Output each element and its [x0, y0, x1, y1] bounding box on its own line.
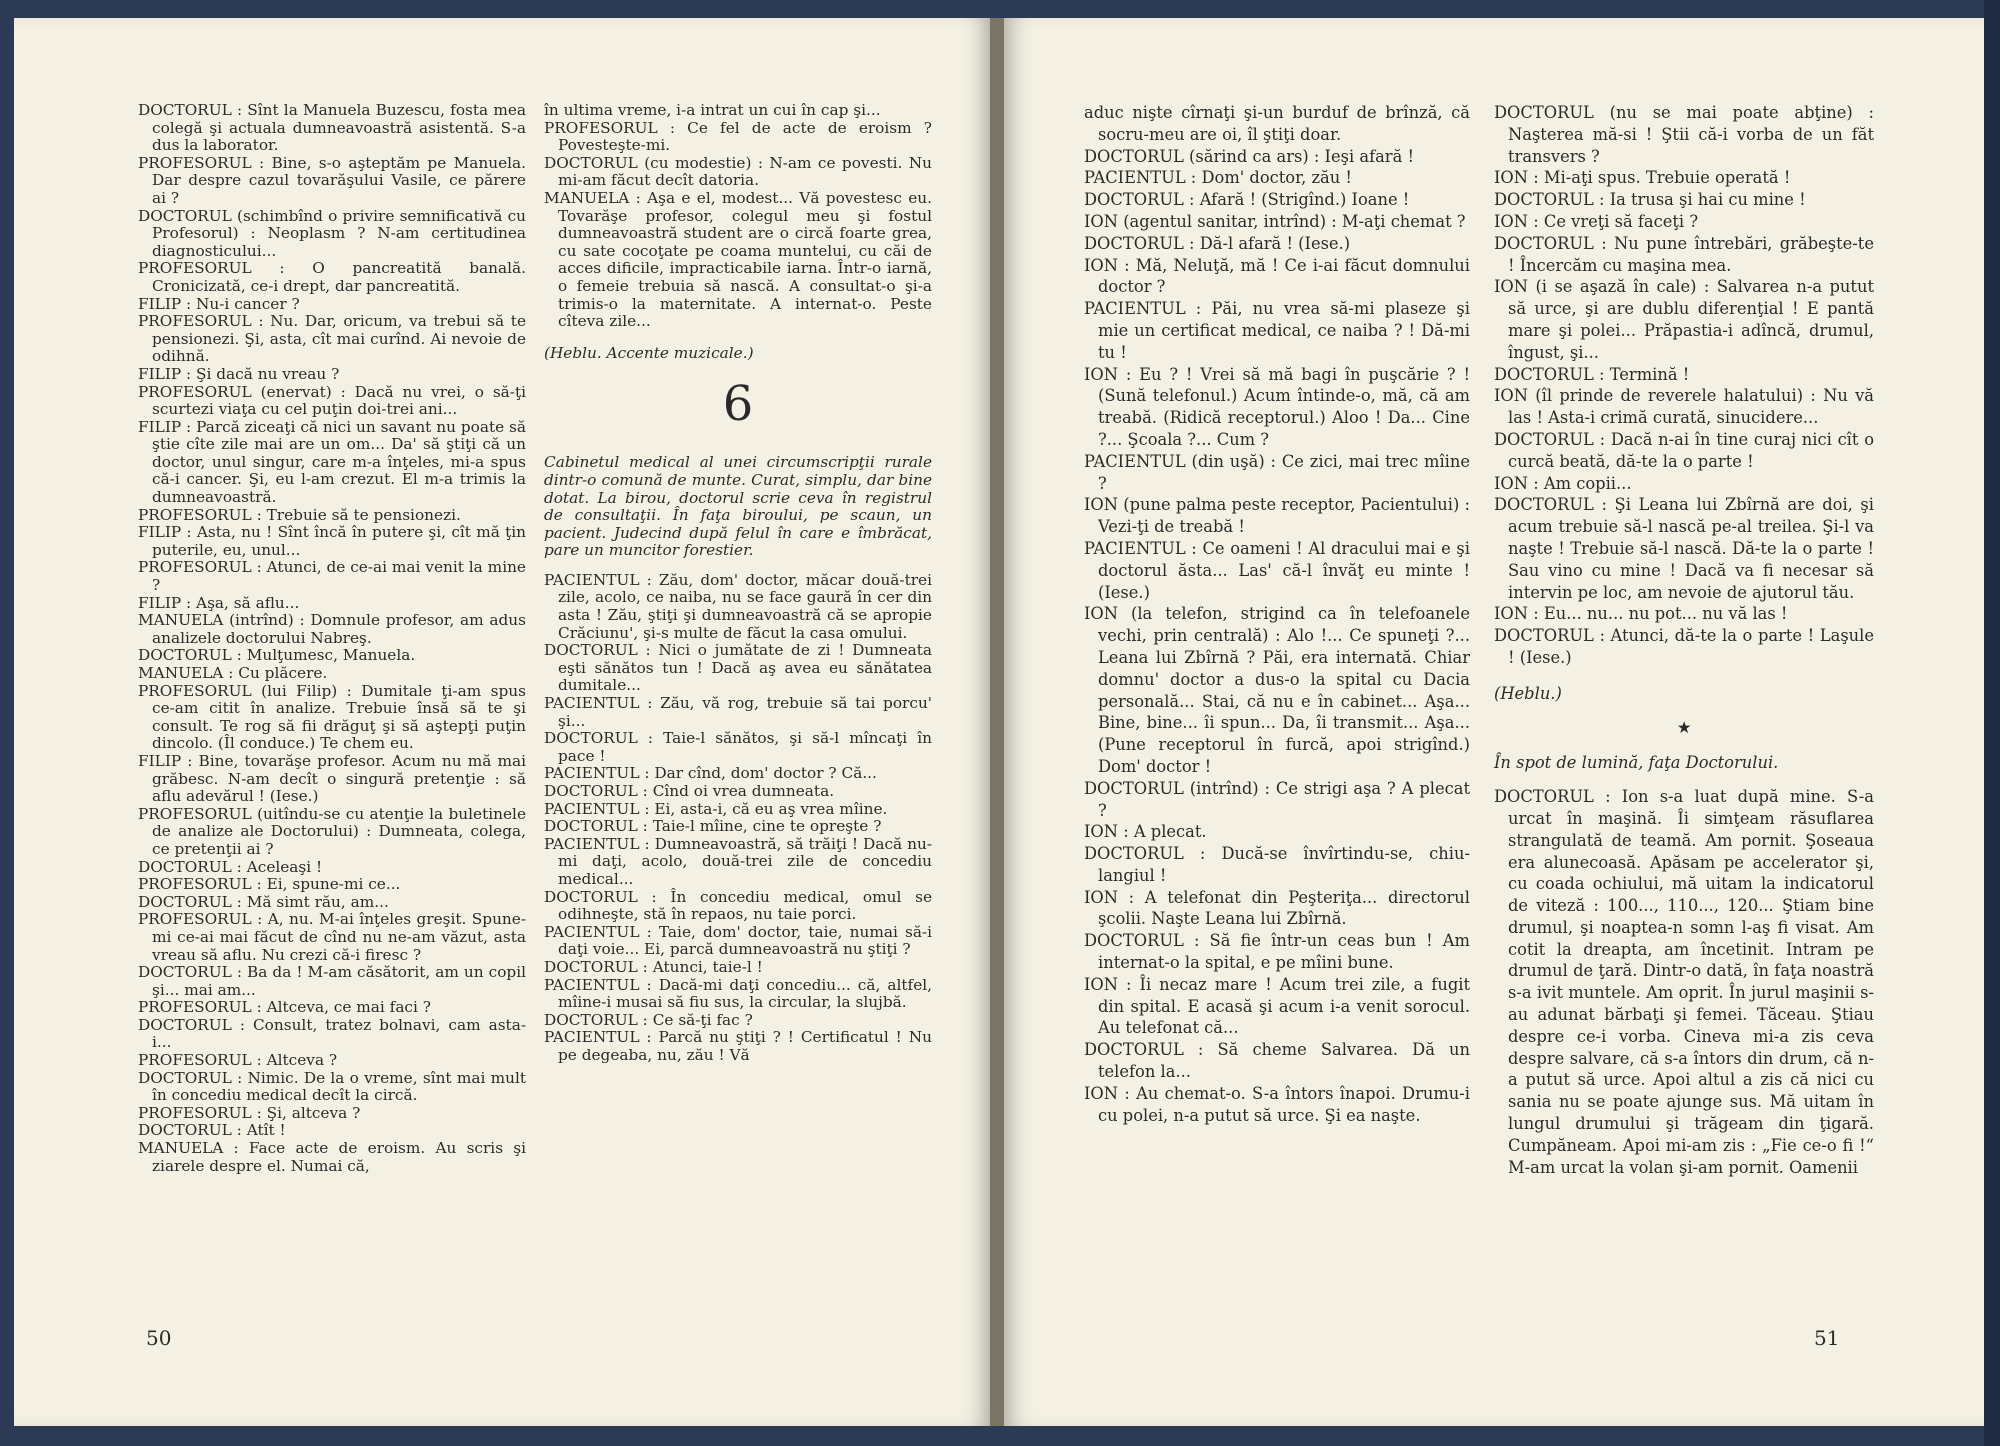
page-number-right: 51 — [1814, 1326, 1840, 1350]
left-page — [14, 18, 990, 1426]
dialogue-line: PROFESORUL (uitîndu-se cu atenţie la buletinele de analize ale Doctorului) : Dumneata, colega, ce pretenţii ai ? — [138, 804, 526, 858]
dialogue-line: ION : Eu... nu... nu pot... nu vă las ! — [1494, 604, 1788, 624]
dialogue-line: FILIP : Parcă ziceaţi că nici un savant nu poate să ştie cîte zile mai are un om... Da' să ştiţi că un doctor, unul singur, care m-a înţeles, mi-a spus că-i cancer. Şi, eu l-am crezut. El m-a trimis la dumneavoastră. — [138, 417, 526, 507]
dialogue-line: FILIP : Asta, nu ! Sînt încă în putere şi, cît mă ţin puterile, eu, unul... — [138, 523, 526, 559]
dialogue-line: ION : Mi-aţi spus. Trebuie operată ! — [1494, 168, 1791, 188]
dialogue-line: PROFESORUL (lui Filip) : Dumitale ţi-am spus ce-am citit în analize. Trebuie însă să te şi consult. Te rog să fii drăguţ şi să aştepţi puţin dincolo. (Îl conduce.) Te chem eu. — [138, 681, 526, 753]
stage-direction: (Heblu. Accente muzicale.) — [544, 343, 754, 362]
dialogue-line: PACIENTUL : Ei, asta-i, că eu aş vrea mîine. — [544, 799, 888, 818]
dialogue-line: PACIENTUL : Zău, vă rog, trebuie să tai porcu' şi... — [544, 694, 932, 730]
dialogue-line: PACIENTUL : Parcă nu ştiţi ? ! Certificatul ! Nu pe degeaba, nu, zău ! Vă — [544, 1028, 932, 1064]
dialogue-line: DOCTORUL : Dacă n-ai în tine curaj nici cît o curcă beată, dă-te la o parte ! — [1494, 429, 1874, 471]
dialogue-line: DOCTORUL : Atît ! — [138, 1121, 286, 1140]
dialogue-line: PROFESORUL : Altceva ? — [138, 1051, 338, 1070]
dialogue-line: DOCTORUL : Atunci, taie-l ! — [544, 957, 763, 976]
dialogue-line: DOCTORUL : Afară ! (Strigînd.) Ioane ! — [1084, 190, 1410, 210]
scene-description: În spot de lumină, faţa Doctorului. — [1494, 753, 1779, 773]
dialogue-line: DOCTORUL : Atunci, dă-te la o parte ! Laşule ! (Iese.) — [1494, 626, 1874, 667]
dialogue-line: ION : Eu ? ! Vrei să mă bagi în puşcărie ? ! (Sună telefonul.) Acum întinde-o, mă, că am treabă. (Ridică receptorul.) Aloo ! Da... Cine ?... Şcoala ?... Cum ? — [1084, 364, 1470, 449]
dialogue-line: FILIP : Nu-i cancer ? — [138, 294, 300, 313]
book-cover-edge — [1984, 0, 2000, 1446]
stage-direction: (Heblu.) — [1494, 683, 1562, 703]
dialogue-line: FILIP : Aşa, să aflu... — [138, 593, 300, 612]
dialogue-line: PROFESORUL : Ce fel de acte de eroism ? Povesteşte-mi. — [544, 118, 932, 155]
dialogue-line: DOCTORUL : Să cheme Salvarea. Dă un telefon la... — [1084, 1040, 1470, 1082]
dialogue-line: DOCTORUL : Dă-l afară ! (Iese.) — [1084, 233, 1351, 253]
dialogue-line: PROFESORUL : O pancreatită banală. Cronicizată, ce-i drept, dar pancreatită. — [138, 259, 526, 295]
dialogue-line: ION : A telefonat din Peşteriţa... directorul şcolii. Naşte Leana lui Zbîrnă. — [1084, 887, 1470, 929]
dialogue-line: DOCTORUL : Ia trusa şi hai cu mine ! — [1494, 190, 1806, 210]
dialogue-line: PROFESORUL : Ei, spune-mi ce... — [138, 875, 401, 894]
dialogue-line: DOCTORUL : Termină ! — [1494, 364, 1690, 384]
dialogue-line: MANUELA : Face acte de eroism. Au scris şi ziarele despre el. Numai că, — [138, 1139, 526, 1175]
scene-number: 6 — [722, 376, 754, 433]
dialogue-line: PROFESORUL : Şi, altceva ? — [138, 1103, 361, 1122]
dialogue-line: DOCTORUL (intrînd) : Ce strigi aşa ? A plecat ? — [1084, 778, 1470, 820]
book-gutter — [990, 18, 1004, 1426]
dialogue-line: MANUELA (intrînd) : Domnule profesor, am adus analizele doctorului Nabreş. — [138, 611, 526, 647]
dialogue-line: PROFESORUL (enervat) : Dacă nu vrei, o să-ţi scurtezi viaţa cu cel puţin doi-trei ani... — [138, 382, 526, 419]
dialogue-line: DOCTORUL : Taie-l sănătos, şi să-l mîncaţi în pace ! — [544, 729, 932, 765]
dialogue-line: DOCTORUL : Mă simt rău, am... — [138, 892, 389, 911]
dialogue-line: ION : Îi necaz mare ! Acum trei zile, a fugit din spital. E acasă şi acum i-a venit sorocul. Au telefonat că... — [1084, 974, 1470, 1038]
dialogue-line: DOCTORUL : Nici o jumătate de zi ! Dumneata eşti sănătos tun ! Dacă aş avea eu sănătatea dumitale... — [544, 641, 932, 695]
dialogue-line: DOCTORUL : Ducă-se învîrtindu-se, chiulangiul ! — [1084, 844, 1470, 885]
dialogue-line: DOCTORUL (cu modestie) : N-am ce povesti. Nu mi-am făcut decît datoria. — [544, 153, 932, 190]
dialogue-line: PACIENTUL : Ce oameni ! Al dracului mai e şi doctorul ăsta... Las' că-l învăţ eu minte ! (Iese.) — [1084, 538, 1470, 602]
dialogue-line: DOCTORUL : Aceleaşi ! — [138, 857, 323, 876]
right-column-2 — [1494, 102, 1874, 1178]
dialogue-line: ION (la telefon, strigind ca în telefoanele vechi, prin centrală) : Alo !... Ce spuneţi ?... Leana lui Zbîrnă ? Păi, era internată. Chiar domnu' doctor a dus-o la spital cu Dacia personală... Stai, că nu e în cabinet... Aşa... Bine, bine... îi spun... Da, îi transmit... Aşa... (Pune receptorul în furcă, apoi strigînd.) Dom' doctor ! — [1084, 604, 1470, 776]
dialogue-line: ION (agentul sanitar, intrînd) : M-aţi chemat ? — [1084, 211, 1466, 231]
dialogue-line: PACIENTUL : Dumneavoastră, să trăiţi ! Dacă nu-mi daţi, acolo, două-trei zile de concediu medical... — [544, 834, 932, 888]
dialogue-line: PACIENTUL : Dacă-mi daţi concediu... că, altfel, mîine-i musai să fiu sus, la circular, la slujbă. — [544, 975, 932, 1012]
dialogue-line: DOCTORUL (nu se mai poate abţine) : Naşterea mă-si ! Ştii că-i vorba de un făt transvers ? — [1494, 103, 1874, 166]
dialogue-line: FILIP : Bine, tovarăşe profesor. Acum nu mă mai grăbesc. N-am decît o singură pretenţie : să aflu adevărul ! (Iese.) — [138, 751, 526, 806]
dialogue-line: DOCTORUL : Mulţumesc, Manuela. — [138, 646, 416, 665]
dialogue-line: PACIENTUL : Taie, dom' doctor, taie, numai să-i daţi voie... Ei, parcă dumneavoastră nu ştiţi ? — [544, 922, 932, 959]
dialogue-line: ION : Ce vreţi să faceţi ? — [1494, 211, 1699, 231]
dialogue-line: PROFESORUL : A, nu. M-ai înţeles greşit. Spune-mi ce-ai mai făcut de cînd nu ne-am văzut, asta vreau să aflu. Nu crezi că-i firesc ? — [138, 910, 526, 964]
dialogue-line: PACIENTUL : Zău, dom' doctor, măcar două-trei zile, acolo, ce naiba, nu se face gaură în cer din asta ! Zău, ştiţi şi dumneavoastră că se apropie Crăciunu', şi-s multe de făcut la casa omului. — [544, 570, 932, 642]
dialogue-line: ION (îl prinde de reverele halatului) : Nu vă las ! Asta-i crimă curată, sinucidere... — [1494, 386, 1874, 428]
dialogue-line: DOCTORUL (schimbînd o privire semnificativă cu Profesorul) : Neoplasm ? N-am certitudinea diagnosticului... — [138, 206, 526, 260]
left-column-1 — [138, 102, 526, 1175]
dialogue-line: ION : Au chemat-o. S-a întors înapoi. Drumu-i cu polei, n-a putut să urce. Şi ea naşte. — [1084, 1083, 1470, 1125]
dialogue-line: ION : A plecat. — [1084, 822, 1207, 842]
dialogue-line: DOCTORUL : Consult, tratez bolnavi, cam asta-i... — [138, 1015, 526, 1052]
dialogue-line: PACIENTUL : Păi, nu vrea să-mi plaseze şi mie un certificat medical, ce naiba ? ! Dă-mi tu ! — [1084, 299, 1470, 362]
dialogue-line: DOCTORUL : Cînd oi vrea dumneata. — [544, 782, 835, 800]
dialogue-line: în ultima vreme, i-a intrat un cui în cap şi... — [544, 101, 881, 119]
dialogue-line: PROFESORUL : Nu. Dar, oricum, va trebui să te pensionezi. Şi, asta, cît mai curînd. Ai nevoie de odihnă. — [138, 312, 526, 366]
dialogue-line: FILIP : Şi dacă nu vreau ? — [138, 364, 340, 383]
dialogue-line: DOCTORUL : Nimic. De la o vreme, sînt mai mult în concediu medical decît la circă. — [138, 1068, 526, 1105]
dialogue-line: DOCTORUL : Şi Leana lui Zbîrnă are doi, şi acum trebuie să-l nască pe-al treilea. Şi-l va naşte ! Trebuie să-l nască. Dă-te la o parte ! Sau vino cu mine ! Dacă va fi necesar să intervin pe loc, am nevoie de ajutorul tău. — [1494, 495, 1874, 602]
dialogue-line: MANUELA : Cu plăcere. — [138, 664, 328, 682]
dialogue-line: ION (pune palma peste receptor, Pacientului) : Vezi-ţi de treabă ! — [1084, 495, 1470, 537]
dialogue-line: DOCTORUL : Să fie într-un ceas bun ! Am internat-o la spital, e pe mîini bune. — [1084, 931, 1470, 973]
right-page — [1004, 18, 1984, 1426]
dialogue-line: ION : Am copii... — [1494, 473, 1632, 493]
dialogue-line: PROFESORUL : Atunci, de ce-ai mai venit la mine ? — [138, 558, 526, 595]
dialogue-line: PROFESORUL : Bine, s-o aşteptăm pe Manuela. Dar despre cazul tovarăşului Vasile, ce părere ai ? — [138, 153, 526, 207]
left-column-2 — [544, 102, 932, 1065]
page-number-left: 50 — [146, 1326, 172, 1350]
scene-description: Cabinetul medical al unei circumscripţii rurale dintr-o comună de munte. Curat, simplu, dar bine dotat. La birou, doctorul scrie ceva în registrul de consultaţii. În faţa biroului, pe scaun, un pacient. Judecind după felul în care e îmbrăcat, pare un muncitor forestier. — [544, 453, 932, 560]
dialogue-line: ION : Mă, Neluţă, mă ! Ce i-ai făcut domnului doctor ? — [1084, 255, 1470, 297]
dialogue-line: DOCTORUL : În concediu medical, omul se odihneşte, stă în repaos, nu taie porci. — [544, 887, 932, 924]
dialogue-line: PROFESORUL : Altceva, ce mai faci ? — [138, 998, 431, 1017]
star-icon: ★ — [1676, 717, 1692, 737]
dialogue-line: ION (i se aşază în cale) : Salvarea n-a putut să urce, şi are dublu diferenţial ! E pantă mare şi polei... Prăpastia-i adîncă, drumul, îngust, şi... — [1494, 277, 1874, 362]
dialogue-line: DOCTORUL : Taie-l mîine, cine te opreşte ? — [544, 817, 882, 836]
dialogue-line: DOCTORUL : Ba da ! M-am căsătorit, am un copil şi... mai am... — [138, 963, 526, 999]
dialogue-line: DOCTORUL : Sînt la Manuela Buzescu, fosta mea colegă şi actuala dumneavoastră asistentă. S-a dus la laborator. — [138, 101, 526, 155]
dialogue-line: DOCTORUL : Ion s-a luat după mine. S-a urcat în maşină. Îi simţeam răsuflarea strangulată de teamă. Am pornit. Şoseaua era alunecoasă. Apăsam pe accelerator şi, cu coada ochiului, mă uitam la indicatorul de viteză : 100..., 110..., 120... Ştiam bine drumul, şi noaptea-n somn l-aş fi visat. Am cotit la dreapta, am încetinit. Intram pe drumul de ţară. Dintr-o dată, în faţa noastră s-a ivit muntele. Am oprit. În jurul maşinii s-au adunat bărbaţi şi femei. Tăceau. Ştiau despre ce-i vorba. Cineva mi-a zis ceva despre salvare, că s-a întors din drum, că n-a putut să urce. Apoi altul a zis că nici cu sania nu se poate ajunge sus. Mă uitam în lungul drumului şi trăgeam din ţigară. Cumpăneam. Apoi mi-am zis : „Fie ce-o fi !“ M-am urcat la volan şi-am pornit. Oamenii — [1494, 787, 1874, 1177]
dialogue-line: PROFESORUL : Trebuie să te pensionezi. — [138, 505, 461, 524]
dialogue-line: MANUELA : Aşa e el, modest... Vă povestesc eu. Tovarăşe profesor, colegul meu şi fostul dumneavoastră student are o circă foarte grea, cu sate cocoţate pe coama muntelui, cu căi de acces dificile, impracticabile iarna. Într-o iarnă, o femeie trebuia să nască. A consultat-o şi-a trimis-o la maternitate. A internat-o. Peste cîteva zile... — [544, 188, 932, 331]
dialogue-line: PACIENTUL (din uşă) : Ce zici, mai trec mîine ? — [1084, 451, 1470, 493]
dialogue-line: aduc nişte cîrnaţi şi-un burduf de brînză, că socru-meu are oi, îl ştiţi doar. — [1084, 103, 1470, 144]
dialogue-line: PACIENTUL : Dar cînd, dom' doctor ? Că... — [544, 764, 877, 783]
dialogue-line: DOCTORUL : Ce să-ţi fac ? — [544, 1010, 753, 1029]
dialogue-line: PACIENTUL : Dom' doctor, zău ! — [1084, 168, 1352, 188]
dialogue-line: DOCTORUL (sărind ca ars) : Ieşi afară ! — [1084, 146, 1415, 166]
dialogue-line: DOCTORUL : Nu pune întrebări, grăbeşte-te ! Încercăm cu maşina mea. — [1494, 233, 1874, 275]
right-column-1 — [1084, 102, 1470, 1126]
